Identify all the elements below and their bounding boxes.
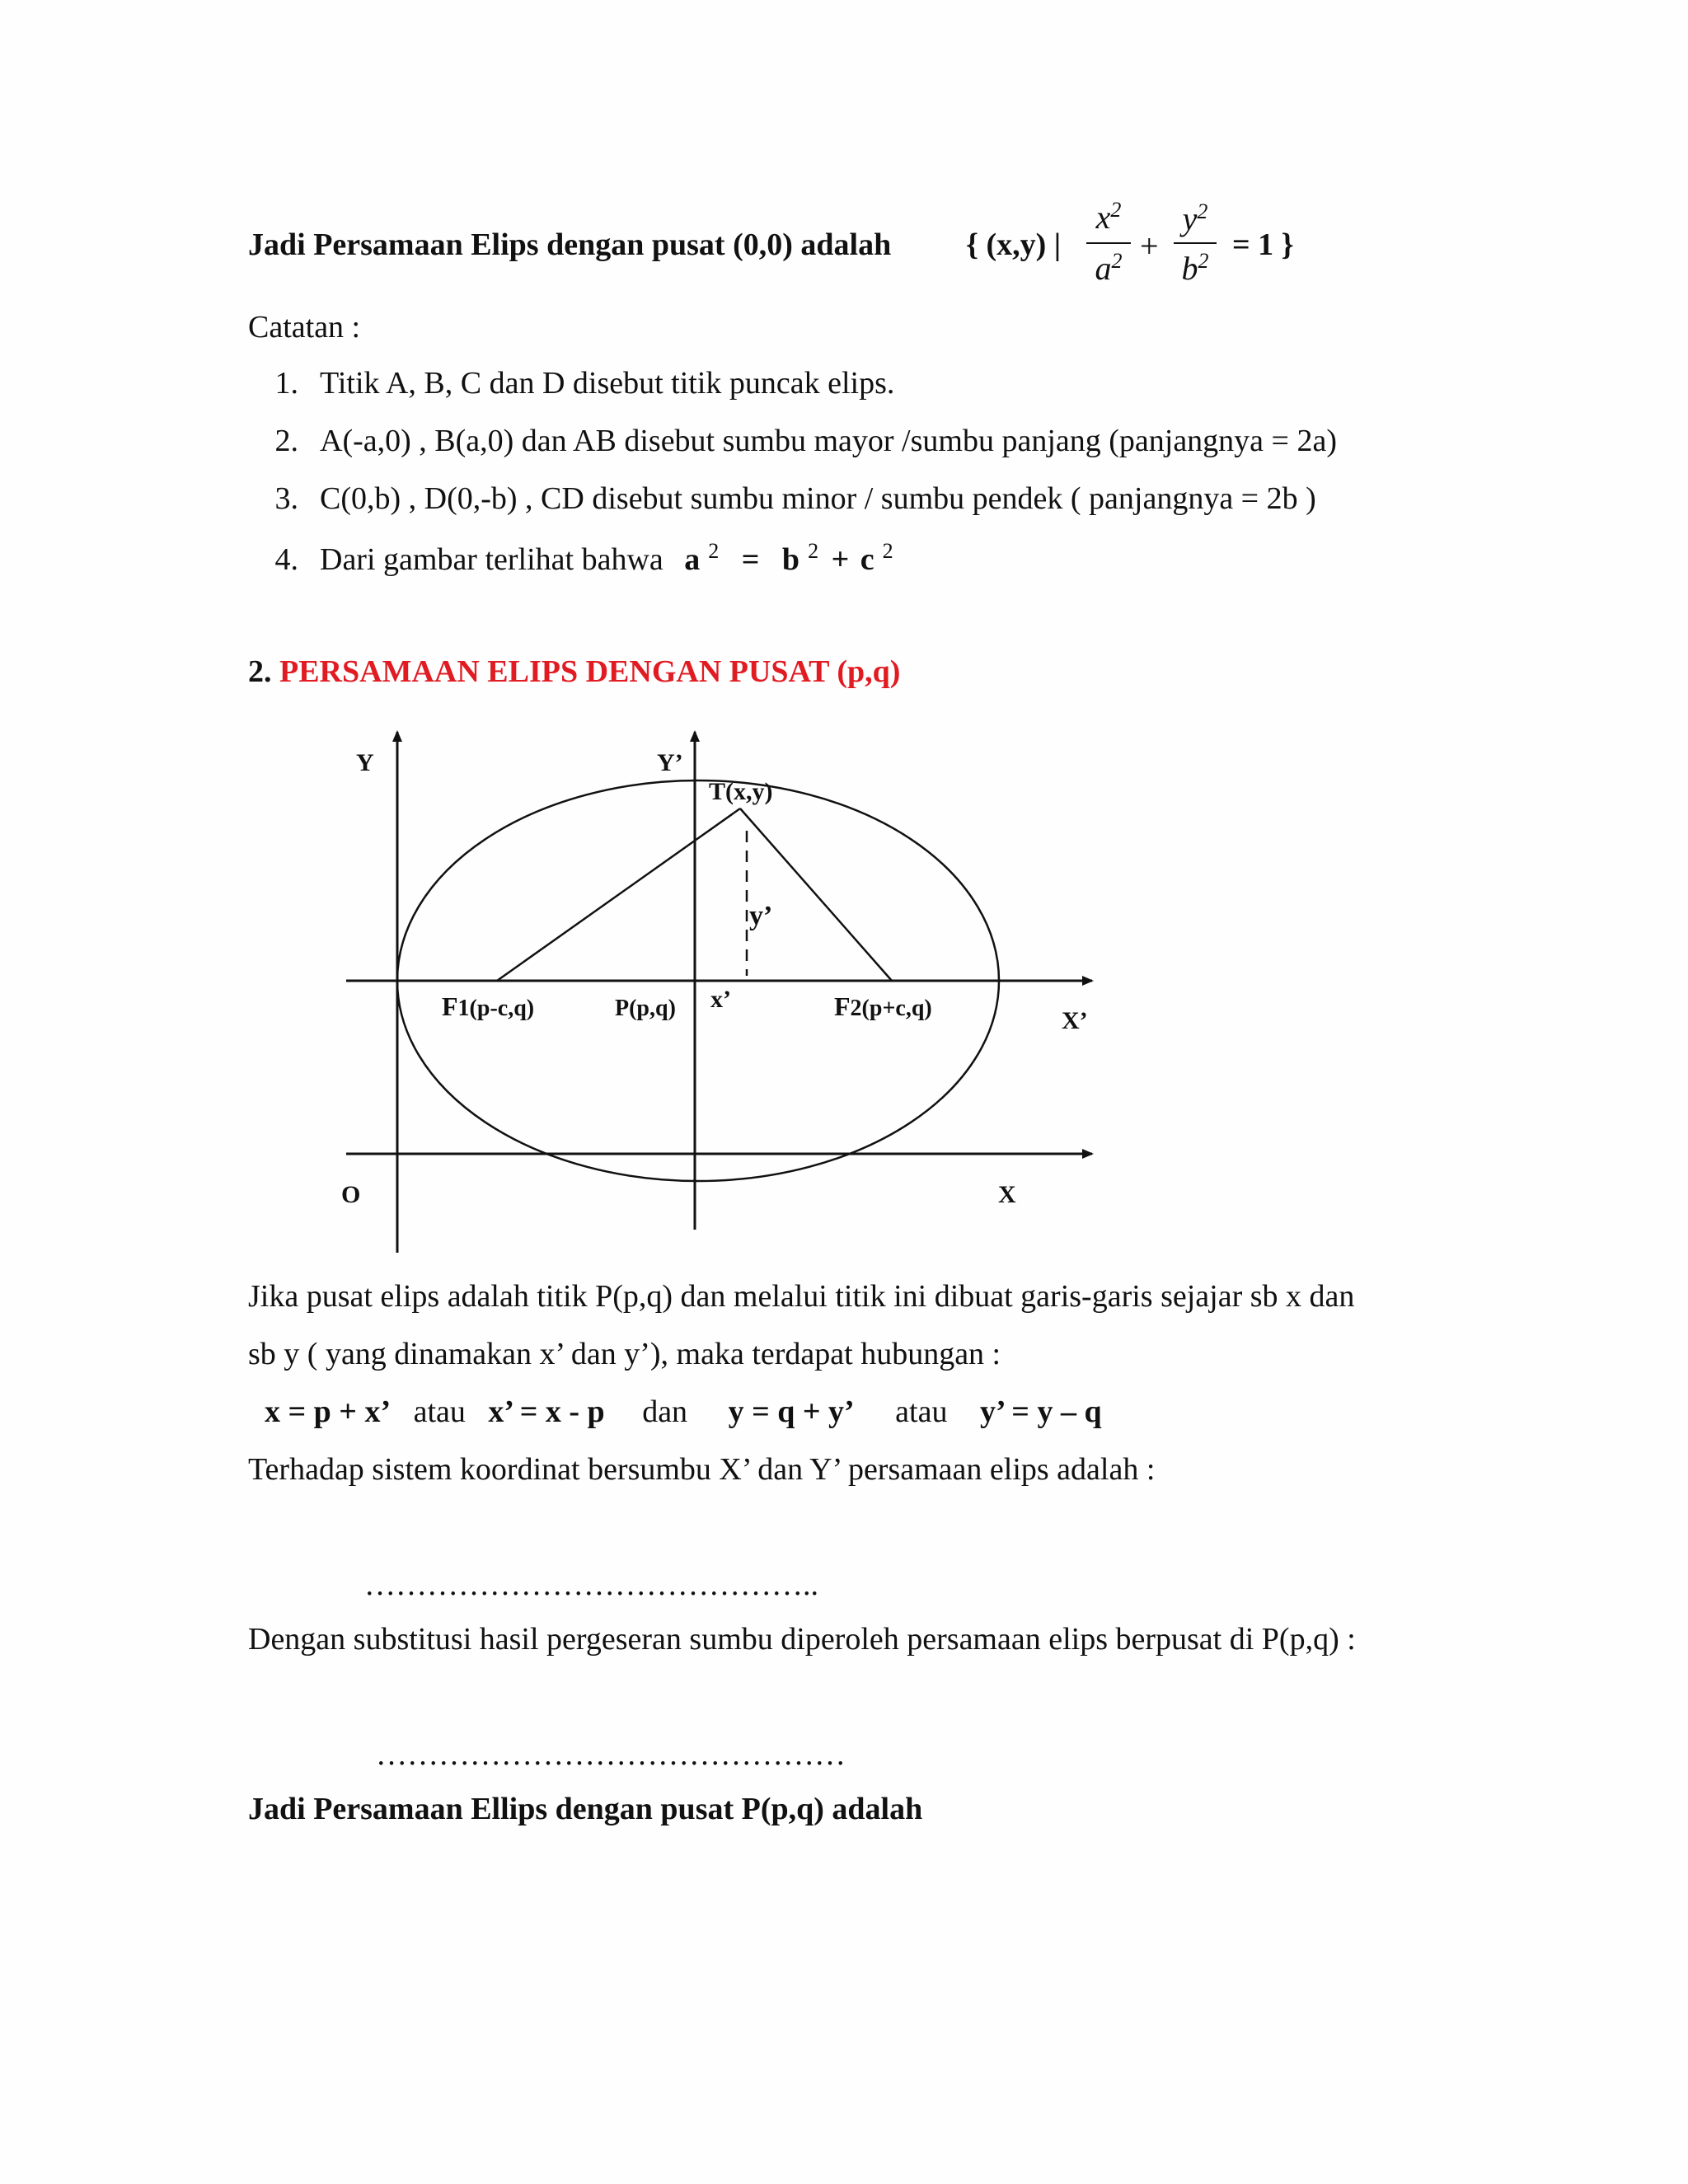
paragraph-3: Dengan substitusi hasil pergeseran sumbu diperoleh persamaan elips berpusat di P(p,q) : bbox=[248, 1622, 1356, 1657]
var-a: a bbox=[684, 542, 701, 577]
relation-y: y = q + y’ bbox=[728, 1394, 855, 1429]
label-Y: Y bbox=[356, 749, 374, 776]
plus: + bbox=[831, 542, 850, 577]
frac2-line bbox=[1174, 242, 1217, 244]
label-P: P(p,q) bbox=[615, 996, 676, 1021]
relation-y-prime: y’ = y – q bbox=[979, 1394, 1102, 1429]
answer-placeholder-1: …………………………………….. bbox=[364, 1568, 818, 1602]
frac1-denominator: a bbox=[1095, 250, 1112, 287]
label-O: O bbox=[341, 1181, 361, 1208]
label-F1-letter: F bbox=[442, 991, 458, 1021]
section-number: 2. bbox=[248, 654, 272, 689]
equals: = bbox=[741, 542, 760, 577]
plus-sign: + bbox=[1140, 227, 1159, 265]
note-item-4: 4. Dari gambar terlihat bahwa a $^2$ = b $^2$ + c $^2$ bbox=[274, 539, 893, 577]
relation-x: x = p + x’ bbox=[265, 1394, 392, 1429]
answer-placeholder-2: ……………………………………… bbox=[376, 1737, 846, 1772]
relations-line bbox=[265, 1396, 1102, 1427]
var-c: c bbox=[860, 542, 874, 577]
note-item-3: 3. C(0,b) , D(0,-b) , CD disebut sumbu minor / sumbu pendek ( panjangnya = 2b ) bbox=[274, 481, 1316, 516]
frac2-den-exp: 2 bbox=[1198, 249, 1209, 273]
label-F2-letter: F bbox=[834, 991, 851, 1021]
catatan-label: Catatan : bbox=[248, 310, 361, 344]
label-x-prime: x’ bbox=[710, 986, 731, 1013]
heading-ellipse-origin: Jadi Persamaan Elips dengan pusat (0,0) adalah bbox=[248, 227, 892, 262]
relation-atau-2: atau bbox=[895, 1394, 948, 1429]
frac1-numerator: x bbox=[1095, 199, 1111, 236]
relation-dan: dan bbox=[642, 1394, 688, 1429]
frac1-num-exp: 2 bbox=[1110, 198, 1122, 222]
svg-text:F1(p-c,q) bbox=[442, 991, 534, 1021]
frac2-num-exp: 2 bbox=[1197, 199, 1208, 223]
paragraph-1-line-1: Jika pusat elips adalah titik P(p,q) dan melalui titik ini dibuat garis-garis sejajar sb x dan bbox=[248, 1279, 1355, 1314]
svg-text:F2(p+c,q) bbox=[834, 991, 932, 1021]
label-X: X bbox=[998, 1181, 1016, 1208]
note-item-2: 2. A(-a,0) , B(a,0) dan AB disebut sumbu mayor /sumbu panjang (panjangnya = 2a) bbox=[274, 424, 1337, 458]
section-title: PERSAMAAN ELIPS DENGAN PUSAT (p,q) bbox=[279, 654, 901, 689]
relation-atau-1: atau bbox=[413, 1394, 466, 1429]
label-y-prime: y’ bbox=[749, 901, 773, 931]
heading-ellipse-center-pq: Jadi Persamaan Ellips dengan pusat P(p,q) adalah bbox=[248, 1792, 923, 1826]
relation-x-prime: x’ = x - p bbox=[488, 1394, 605, 1429]
label-F2-coords: 2(p+c,q) bbox=[850, 996, 932, 1021]
frac1-line bbox=[1086, 242, 1131, 244]
set-open: { (x,y) | bbox=[966, 227, 1062, 262]
line-t-to-f2 bbox=[740, 808, 892, 981]
var-b: b bbox=[781, 542, 800, 577]
frac1-den-exp: 2 bbox=[1111, 249, 1123, 273]
frac2-denominator: b bbox=[1181, 250, 1198, 287]
section-2-heading bbox=[248, 656, 900, 687]
note-item-1: 1. Titik A, B, C dan D disebut titik puncak elips. bbox=[274, 366, 895, 401]
label-F1-coords: 1(p-c,q) bbox=[457, 996, 535, 1021]
paragraph-2: Terhadap sistem koordinat bersumbu X’ dan Y’ persamaan elips adalah : bbox=[248, 1452, 1156, 1487]
set-close: = 1 } bbox=[1232, 227, 1294, 262]
paragraph-1-line-2: sb y ( yang dinamakan x’ dan y’), maka terdapat hubungan : bbox=[248, 1337, 1001, 1371]
frac2-numerator: y bbox=[1182, 200, 1198, 237]
ellipse-diagram bbox=[313, 717, 1121, 1269]
line-f1-to-t bbox=[497, 808, 740, 981]
label-T: T(x,y) bbox=[709, 778, 773, 805]
label-Y-prime: Y’ bbox=[657, 749, 683, 776]
label-X-prime: X’ bbox=[1062, 1007, 1088, 1034]
